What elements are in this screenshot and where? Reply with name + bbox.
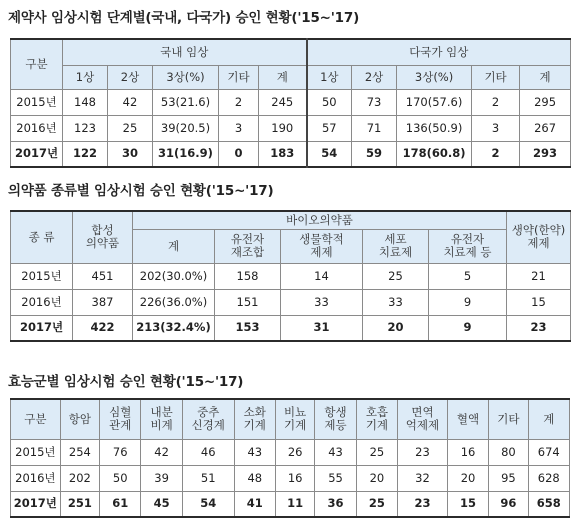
header-cell: 기타 <box>489 399 528 439</box>
header-cell: 항생 제등 <box>315 399 356 439</box>
cell: 36 <box>315 491 356 517</box>
header-cell: 소화 기계 <box>234 399 275 439</box>
header-cell: 내분 비계 <box>141 399 182 439</box>
cell: 9 <box>429 289 507 315</box>
cell: 2 <box>472 89 520 115</box>
cell: 3 <box>219 115 259 141</box>
cell: 42 <box>108 89 153 115</box>
cell: 23 <box>398 439 448 465</box>
header-cell: 호흡 기계 <box>356 399 397 439</box>
sub-header: 계 <box>133 229 215 263</box>
cell: 387 <box>73 289 133 315</box>
header-cell: 혈액 <box>447 399 488 439</box>
header-group: 구분 <box>11 399 61 439</box>
cell: 95 <box>489 465 528 491</box>
cell: 20 <box>363 315 429 341</box>
cell: 39(20.5) <box>153 115 219 141</box>
cell: 41 <box>234 491 275 517</box>
cell: 293 <box>520 141 571 167</box>
header-cell: 심혈 관계 <box>100 399 141 439</box>
cell: 16 <box>447 439 488 465</box>
header-kind: 종 류 <box>11 211 73 263</box>
sub-header: 유전자 재조합 <box>215 229 281 263</box>
cell: 267 <box>520 115 571 141</box>
table-row-total <box>11 315 571 341</box>
header-cell: 중추 신경계 <box>182 399 234 439</box>
cell: 21 <box>507 263 571 289</box>
cell: 25 <box>363 263 429 289</box>
cell: 158 <box>215 263 281 289</box>
cell: 11 <box>275 491 314 517</box>
cell: 59 <box>352 141 397 167</box>
cell: 151 <box>215 289 281 315</box>
cell: 45 <box>141 491 182 517</box>
efficacy-group-approval-table <box>10 398 570 518</box>
year-cell: 2017년 <box>11 315 73 341</box>
table-row <box>11 263 571 289</box>
cell: 295 <box>520 89 571 115</box>
cell: 20 <box>356 465 397 491</box>
cell: 51 <box>182 465 234 491</box>
header-cell: 계 <box>528 399 569 439</box>
sub-header: 2상 <box>108 65 153 89</box>
year-cell: 2016년 <box>11 289 73 315</box>
cell: 123 <box>63 115 108 141</box>
cell: 658 <box>528 491 569 517</box>
cell: 2 <box>472 141 520 167</box>
cell: 43 <box>315 439 356 465</box>
cell: 53(21.6) <box>153 89 219 115</box>
cell: 226(36.0%) <box>133 289 215 315</box>
header-cell: 항암 <box>60 399 99 439</box>
cell: 50 <box>307 89 352 115</box>
cell: 213(32.4%) <box>133 315 215 341</box>
sub-header: 계 <box>259 65 307 89</box>
cell: 80 <box>489 439 528 465</box>
header-cell: 면역 억제제 <box>398 399 448 439</box>
sub-header: 1상 <box>63 65 108 89</box>
cell: 628 <box>528 465 569 491</box>
cell: 73 <box>352 89 397 115</box>
cell: 422 <box>73 315 133 341</box>
table1-title: 제약사 임상시험 단계별(국내, 다국가) 승인 현황('15~'17) <box>8 10 360 26</box>
table2-title: 의약품 종류별 임상시험 승인 현황('15~'17) <box>8 183 274 199</box>
header-cell: 비뇨 기계 <box>275 399 314 439</box>
phase-approval-table <box>10 38 571 168</box>
sub-header: 기타 <box>219 65 259 89</box>
year-cell: 2015년 <box>11 263 73 289</box>
cell: 5 <box>429 263 507 289</box>
cell: 23 <box>398 491 448 517</box>
sub-header: 세포 치료제 <box>363 229 429 263</box>
table-row-total <box>11 491 570 517</box>
sub-header: 생물학적 제제 <box>281 229 363 263</box>
cell: 33 <box>281 289 363 315</box>
cell: 183 <box>259 141 307 167</box>
cell: 26 <box>275 439 314 465</box>
cell: 54 <box>307 141 352 167</box>
cell: 54 <box>182 491 234 517</box>
cell: 15 <box>507 289 571 315</box>
cell: 14 <box>281 263 363 289</box>
cell: 25 <box>356 439 397 465</box>
cell: 245 <box>259 89 307 115</box>
cell: 39 <box>141 465 182 491</box>
cell: 15 <box>447 491 488 517</box>
cell: 61 <box>100 491 141 517</box>
sub-header: 3상(%) <box>397 65 472 89</box>
cell: 3 <box>472 115 520 141</box>
sub-header: 3상(%) <box>153 65 219 89</box>
cell: 122 <box>63 141 108 167</box>
table-row-total <box>11 141 571 167</box>
cell: 25 <box>356 491 397 517</box>
header-synthetic: 합성 의약품 <box>73 211 133 263</box>
year-cell: 2017년 <box>11 141 63 167</box>
table-row <box>11 465 570 491</box>
header-domestic: 국내 임상 <box>63 39 307 65</box>
cell: 71 <box>352 115 397 141</box>
cell: 43 <box>234 439 275 465</box>
year-cell: 2017년 <box>11 491 61 517</box>
cell: 202 <box>60 465 99 491</box>
sub-header: 2상 <box>352 65 397 89</box>
cell: 451 <box>73 263 133 289</box>
cell: 20 <box>447 465 488 491</box>
cell: 251 <box>60 491 99 517</box>
sub-header: 유전자 치료제 등 <box>429 229 507 263</box>
cell: 136(50.9) <box>397 115 472 141</box>
cell: 25 <box>108 115 153 141</box>
cell: 31 <box>281 315 363 341</box>
cell: 30 <box>108 141 153 167</box>
cell: 96 <box>489 491 528 517</box>
cell: 0 <box>219 141 259 167</box>
drug-type-approval-table <box>10 210 571 342</box>
cell: 23 <box>507 315 571 341</box>
cell: 57 <box>307 115 352 141</box>
cell: 42 <box>141 439 182 465</box>
year-cell: 2015년 <box>11 89 63 115</box>
cell: 178(60.8) <box>397 141 472 167</box>
cell: 55 <box>315 465 356 491</box>
cell: 31(16.9) <box>153 141 219 167</box>
table-row <box>11 289 571 315</box>
cell: 153 <box>215 315 281 341</box>
cell: 16 <box>275 465 314 491</box>
sub-header: 1상 <box>307 65 352 89</box>
cell: 202(30.0%) <box>133 263 215 289</box>
cell: 46 <box>182 439 234 465</box>
year-cell: 2016년 <box>11 115 63 141</box>
header-multinational: 다국가 임상 <box>307 39 571 65</box>
cell: 33 <box>363 289 429 315</box>
cell: 48 <box>234 465 275 491</box>
table-row <box>11 115 571 141</box>
cell: 9 <box>429 315 507 341</box>
cell: 2 <box>219 89 259 115</box>
cell: 148 <box>63 89 108 115</box>
sub-header: 계 <box>520 65 571 89</box>
table-row <box>11 89 571 115</box>
cell: 190 <box>259 115 307 141</box>
year-cell: 2015년 <box>11 439 61 465</box>
header-bio: 바이오의약품 <box>133 211 507 229</box>
cell: 254 <box>60 439 99 465</box>
cell: 170(57.6) <box>397 89 472 115</box>
sub-header: 기타 <box>472 65 520 89</box>
cell: 32 <box>398 465 448 491</box>
header-group: 구분 <box>11 39 63 89</box>
year-cell: 2016년 <box>11 465 61 491</box>
header-herbal: 생약(한약) 제제 <box>507 211 571 263</box>
cell: 76 <box>100 439 141 465</box>
cell: 50 <box>100 465 141 491</box>
cell: 674 <box>528 439 569 465</box>
table3-title: 효능군별 임상시험 승인 현황('15~'17) <box>8 374 244 390</box>
table-row <box>11 439 570 465</box>
